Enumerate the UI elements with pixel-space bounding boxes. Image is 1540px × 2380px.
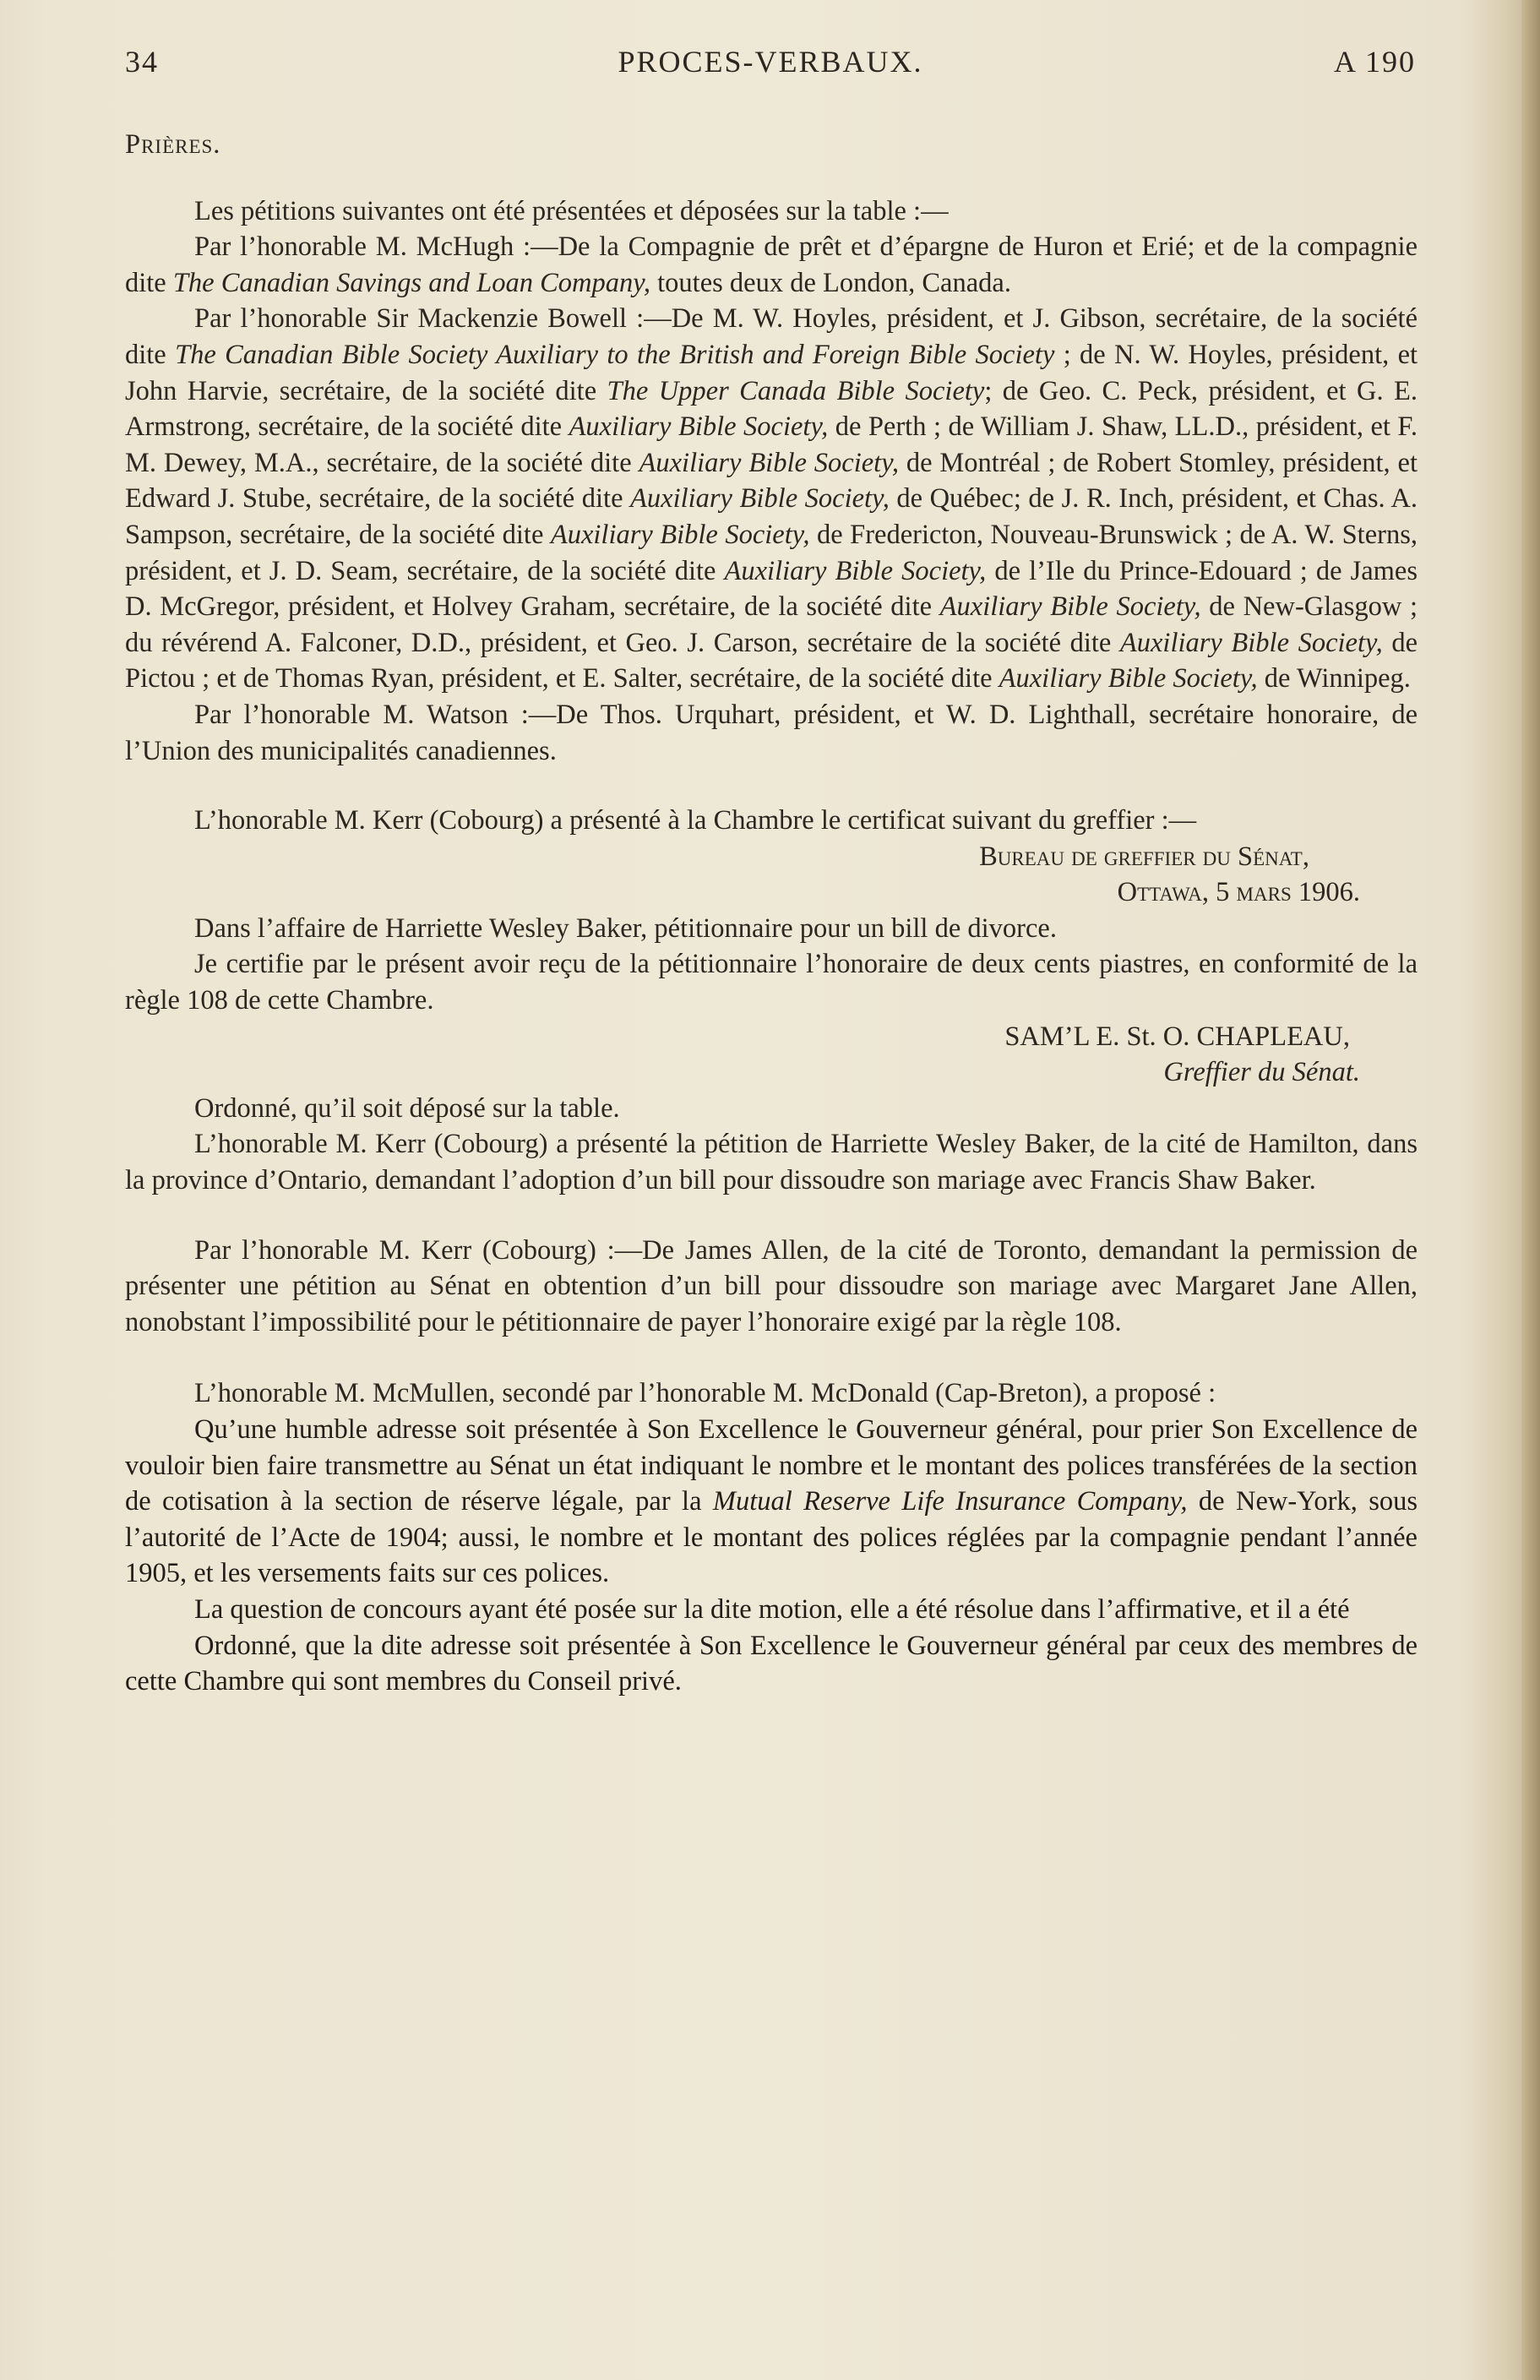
paragraph: L’honorable M. Kerr (Cobourg) a présenté à la Chambre le certificat suivant du greffier :—: [194, 805, 1197, 836]
paragraph: Par l’honorable M. Kerr (Cobourg) :—De James Allen, de la cité de Toronto, demandant la permission de présenter une pétition au Sénat en obtention d’un bill pour dissoudre son mariage avec Margaret Jane Allen, nonobstant l’impossibilité pour le pétitionnaire de payer l’honoraire exigé par la règle 108.: [125, 1234, 1418, 1337]
signature: SAM’L E. St. O. CHAPLEAU,: [1004, 1021, 1350, 1052]
paragraph: Par l’honorable M. McHugh :—De la Compagnie de prêt et d’épargne de Huron et Erié; et de la compagnie dite The Canadian Savings and Loan Company, toutes deux de London, Canada.: [125, 231, 1418, 298]
page-body: [125, 127, 1418, 1700]
paragraph: La question de concours ayant été posée sur la dite motion, elle a été résolue dans l’affirmative, et il a été: [194, 1593, 1350, 1625]
paragraph: Dans l’affaire de Harriette Wesley Baker, pétitionnaire pour un bill de divorce.: [194, 912, 1057, 944]
paragraph: Ordonné, que la dite adresse soit présentée à Son Excellence le Gouverneur général par ceux des membres de cette Chambre qui sont membres du Conseil privé.: [125, 1630, 1418, 1697]
paragraph: Par l’honorable Sir Mackenzie Bowell :—De M. W. Hoyles, président, et J. Gibson, secrétaire, de la société dite The Canadian Bible Society Auxiliary to the British and Foreign Bible Society ; de N. W. Hoyles, président, et John Harvie, secrétaire, de la société dite The Upper Canada Bible Society; de Geo. C. Peck, président, et G. E. Armstrong, secrétaire, de la société dite Auxiliary Bible Society, de Perth ; de William J. Shaw, LL.D., président, et F. M. Dewey, M.A., secrétaire, de la société dite Auxiliary Bible Society, de Montréal ; de Robert Stomley, président, et Edward J. Stube, secrétaire, de la société dite Auxiliary Bible Society, de Québec; de J. R. Inch, président, et Chas. A. Sampson, secrétaire, de la société dite Auxiliary Bible Society, de Fredericton, Nouveau-Brunswick ; de A. W. Sterns, président, et J. D. Seam, secrétaire, de la société dite Auxiliary Bible Society, de l’Ile du Prince-Edouard ; de James D. McGregor, président, et Holvey Graham, secrétaire, de la société dite Auxiliary Bible Society, de New-Glasgow ; du révérend A. Falconer, D.D., président, et Geo. J. Carson, secrétaire de la société dite Auxiliary Bible Society, de Pictou ; et de Thomas Ryan, président, et E. Salter, secrétaire, de la société dite Auxiliary Bible Society, de Winnipeg.: [125, 303, 1418, 694]
section-title: Prières.: [125, 129, 221, 160]
page-number: 34: [125, 45, 159, 79]
paragraph: Qu’une humble adresse soit présentée à Son Excellence le Gouverneur général, pour prier Son Excellence de vouloir bien faire transmettre au Sénat un état indiquant le nombre et le montant des polices transférées de la section de cotisation à la section de réserve légale, par la Mutual Reserve Life Insurance Company, de New-York, sous l’autorité de l’Acte de 1904; aussi, le nombre et le montant des polices réglées par la compagnie pendant l’année 1905, et les versements faits sur ces polices.: [125, 1414, 1418, 1589]
page-edge: [1521, 0, 1540, 2380]
date-line: Ottawa, 5 mars 1906.: [1117, 877, 1360, 908]
paragraph: L’honorable M. Kerr (Cobourg) a présenté la pétition de Harriette Wesley Baker, de la cité de Hamilton, dans la province d’Ontario, demandant l’adoption d’un bill pour dissoudre son mariage avec Francis Shaw Baker.: [125, 1129, 1418, 1196]
paragraph: L’honorable M. McMullen, secondé par l’honorable M. McDonald (Cap-Breton), a proposé :: [194, 1378, 1216, 1409]
running-header: [125, 44, 1416, 86]
paragraph: Je certifie par le présent avoir reçu de la pétitionnaire l’honoraire de deux cents piastres, en conformité de la règle 108 de cette Chambre.: [125, 949, 1418, 1016]
signature-title: Greffier du Sénat.: [1163, 1057, 1360, 1088]
header-title: PROCES-VERBAUX.: [618, 45, 923, 79]
office-line: Bureau de greffier du Sénat,: [979, 841, 1309, 872]
document-reference: A 190: [1333, 45, 1416, 79]
paragraph: Ordonné, qu’il soit déposé sur la table.: [194, 1092, 620, 1124]
paragraph: Par l’honorable M. Watson :—De Thos. Urquhart, président, et W. D. Lighthall, secrétaire honoraire, de l’Union des municipalités canadiennes.: [125, 699, 1418, 766]
paragraph: Les pétitions suivantes ont été présentées et déposées sur la table :—: [194, 195, 949, 226]
